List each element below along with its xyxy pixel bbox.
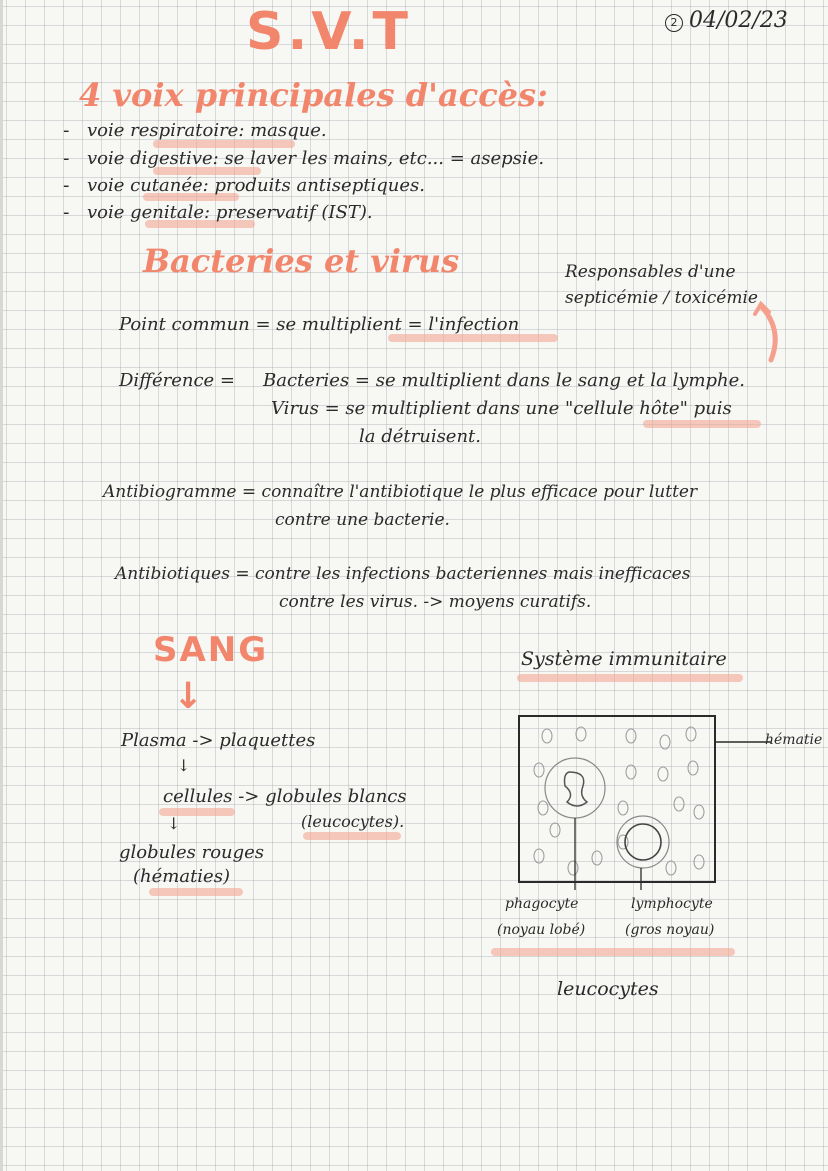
page-number-circle bbox=[665, 14, 683, 32]
difference-virus-line2: la détruisent. bbox=[359, 426, 482, 447]
date: 04/02/23 bbox=[689, 8, 788, 33]
item-cutanee: voie cutanée: produits antiseptiques. bbox=[87, 175, 425, 196]
label-lymphocyte-sub: (gros noyau) bbox=[625, 922, 715, 938]
section2-title: Bacteries et virus bbox=[143, 242, 460, 280]
curved-arrow bbox=[743, 300, 793, 370]
page-number: 2 bbox=[670, 16, 678, 29]
antibiogramme-line2: contre une bacterie. bbox=[275, 510, 450, 530]
section4-title: Système immunitaire bbox=[521, 648, 727, 670]
point-commun: Point commun = se multiplient = l'infection bbox=[119, 314, 520, 335]
side-note-line1: Responsables d'une bbox=[565, 262, 736, 282]
difference-bacteries: Bacteries = se multiplient dans le sang et la lymphe. bbox=[263, 370, 746, 391]
hematies-paren: (hématies) bbox=[133, 866, 230, 887]
section3-title: SANG bbox=[153, 630, 269, 670]
item-genitale: voie genitale: preservatif (IST). bbox=[87, 202, 373, 223]
antibiotiques-line2: contre les virus. -> moyens curatifs. bbox=[279, 592, 592, 612]
plasma-down-arrow: ↓ bbox=[177, 756, 191, 775]
label-lymphocyte: lymphocyte bbox=[631, 896, 713, 912]
item-digestive: voie digestive: se laver les mains, etc... = asepsie. bbox=[87, 148, 545, 169]
antibiogramme-line1: Antibiogramme = connaître l'antibiotique le plus efficace pour lutter bbox=[103, 482, 698, 502]
label-phagocyte: phagocyte bbox=[505, 896, 579, 912]
cellules-line: cellules -> globules blancs bbox=[163, 786, 407, 807]
difference-label: Différence = bbox=[119, 370, 235, 391]
difference-virus-line1: Virus = se multiplient dans une "cellule hôte" puis bbox=[271, 398, 732, 419]
plasma-line: Plasma -> plaquettes bbox=[121, 730, 316, 751]
diagram-caption: leucocytes bbox=[557, 978, 659, 1000]
antibiotiques-line1: Antibiotiques = contre les infections bacteriennes mais inefficaces bbox=[115, 564, 691, 584]
notebook-page: S.V.T 2 04/02/23 4 voix principales d'accès: - voie respiratoire: masque. - voie digestive: se laver les mains, etc... = asepsie. - voie cutanée: produits antiseptiques. - voie genitale: preservatif (IST). Bacteries et virus Responsables d'une septicémie / toxicémie Point commun = se multiplient = l'infection Différence = Bacteries = se multiplient dans le sang et la lymphe. Virus = se multiplient dans une "cellule hôte" puis la détruisent. Antibiogramme = connaître l'antibiotique le plus efficace pour lutter contre une bacterie. Antibiotiques = contre les infections bacteriennes mais inefficaces contre les virus. -> moyens curatifs. SANG ↓ Plasma -> plaquettes ↓ cellules -> globules blancs (leucocytes). ↓ globules rouges (hématies) Système immunitaire hématie phagocyte (noyau lobé) lymphocyte (gros noyau) leucocytes bbox=[0, 0, 828, 1171]
side-note-line2: septicémie / toxicémie bbox=[565, 288, 758, 308]
subject-title: S.V.T bbox=[246, 2, 412, 62]
sang-arrow: ↓ bbox=[173, 676, 204, 717]
label-phagocyte-sub: (noyau lobé) bbox=[497, 922, 586, 938]
cellules-down-arrow: ↓ bbox=[167, 814, 181, 833]
item-respiratoire: voie respiratoire: masque. bbox=[87, 120, 327, 141]
globules-rouges: globules rouges bbox=[119, 842, 265, 863]
leucocytes-paren: (leucocytes). bbox=[301, 812, 405, 831]
label-hematie: hématie bbox=[765, 732, 823, 748]
section1-title: 4 voix principales d'accès: bbox=[79, 76, 548, 114]
